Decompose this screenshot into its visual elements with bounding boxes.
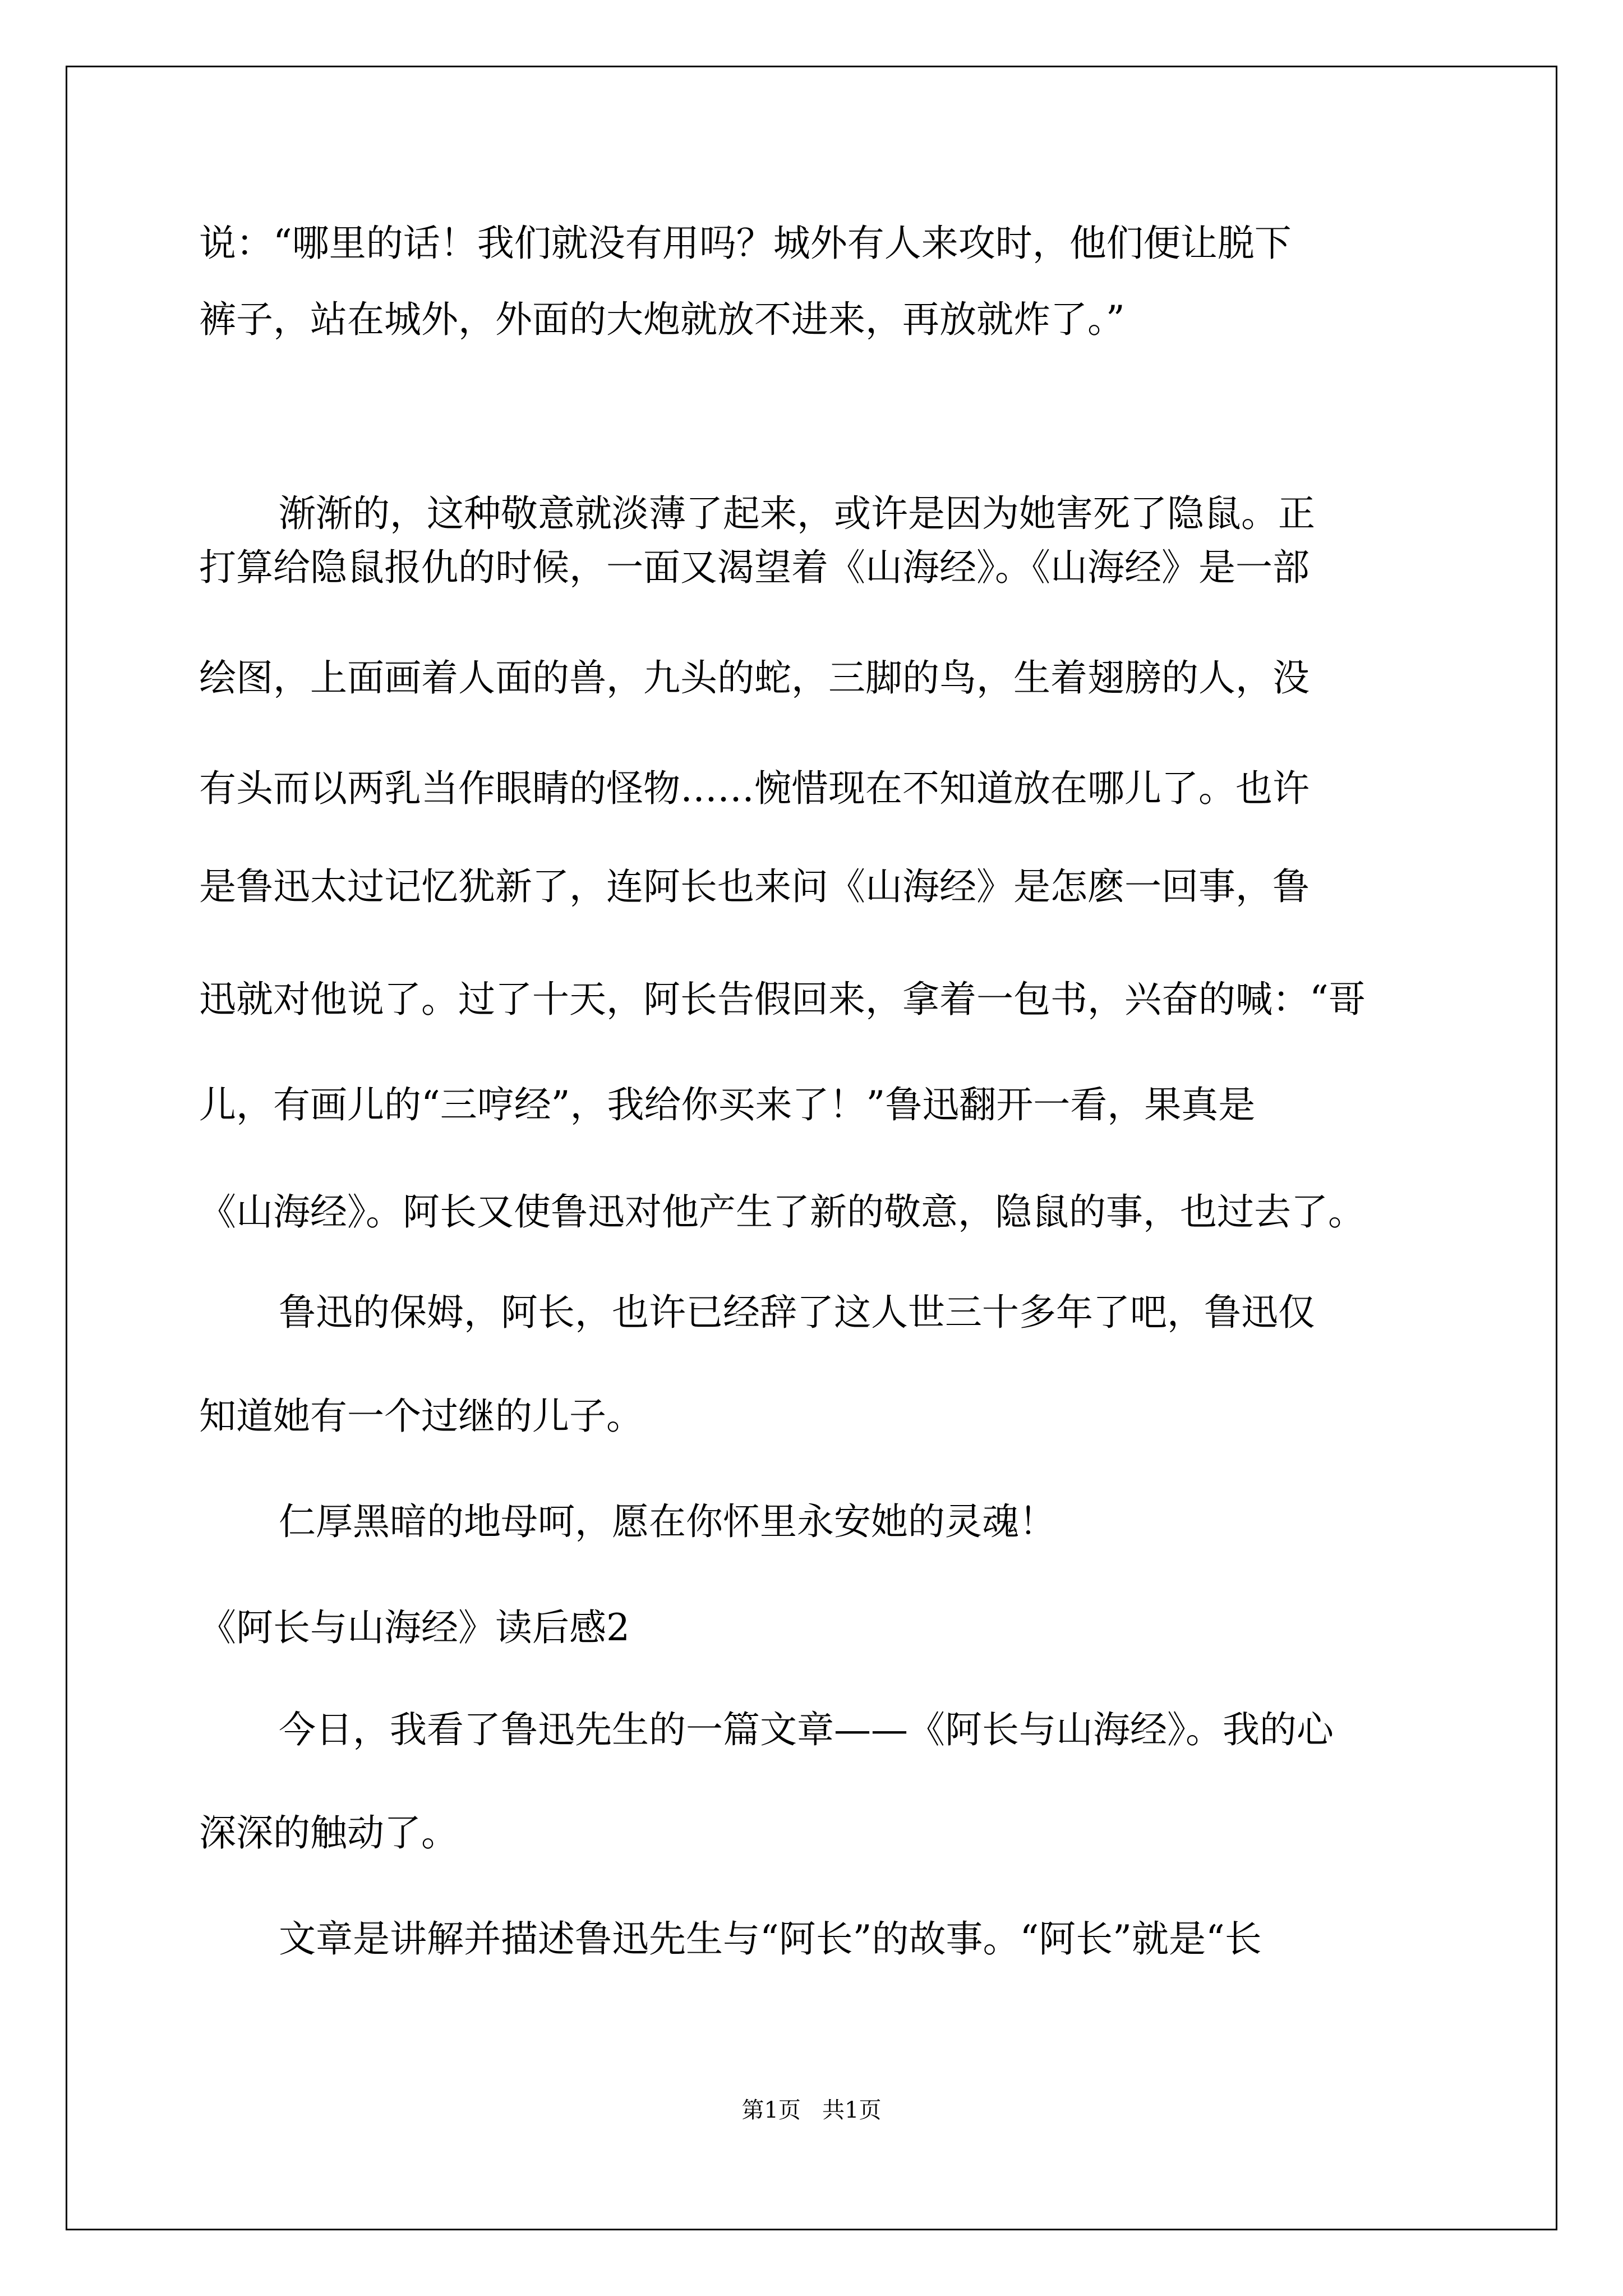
paragraph-start-line: 文章是讲解并描述鲁迅先生与“阿长”的故事。“阿长”就是“长 <box>279 1917 1262 1961</box>
paragraph-start-line: 渐渐的，这种敬意就淡薄了起来，或许是因为她害死了隐鼠。正 <box>279 492 1315 535</box>
section-heading: 《阿长与山海经》读后感2 <box>199 1606 630 1649</box>
text-line: 有头而以两乳当作眼睛的怪物……惋惜现在不知道放在哪儿了。也许 <box>199 767 1310 810</box>
text-line: 打算给隐鼠报仇的时候，一面又渴望着《山海经》。《山海经》是一部 <box>199 546 1310 589</box>
text-line: 是鲁迅太过记忆犹新了，连阿长也来问《山海经》是怎麽一回事，鲁 <box>199 865 1310 908</box>
text-line: 知道她有一个过继的儿子。 <box>199 1395 643 1438</box>
text-line: 说：“哪里的话！我们就没有用吗？城外有人来攻时，他们便让脱下 <box>199 222 1292 265</box>
page-number: 第1页 共1页 <box>741 2097 882 2123</box>
paragraph-start-line: 今日，我看了鲁迅先生的一篇文章——《阿长与山海经》。我的心 <box>279 1708 1334 1751</box>
text-line: 裤子，站在城外，外面的大炮就放不进来，再放就炸了。” <box>199 298 1125 341</box>
text-line: 迅就对他说了。过了十天，阿长告假回来，拿着一包书，兴奋的喊：“哥 <box>199 978 1366 1021</box>
page-border <box>66 66 1557 2230</box>
text-line: 《山海经》。阿长又使鲁迅对他产生了新的敬意，隐鼠的事，也过去了。 <box>199 1190 1365 1234</box>
paragraph-start-line: 仁厚黑暗的地母呵，愿在你怀里永安她的灵魂！ <box>279 1500 1056 1543</box>
text-line: 绘图，上面画着人面的兽，九头的蛇，三脚的鸟，生着翅膀的人，没 <box>199 656 1310 700</box>
text-line: 儿，有画儿的“三哼经”，我给你买来了！”鲁迅翻开一看，果真是 <box>199 1083 1256 1126</box>
paragraph-start-line: 鲁迅的保姆，阿长，也许已经辞了这人世三十多年了吧，鲁迅仅 <box>279 1291 1315 1334</box>
text-line: 深深的触动了。 <box>199 1811 458 1855</box>
